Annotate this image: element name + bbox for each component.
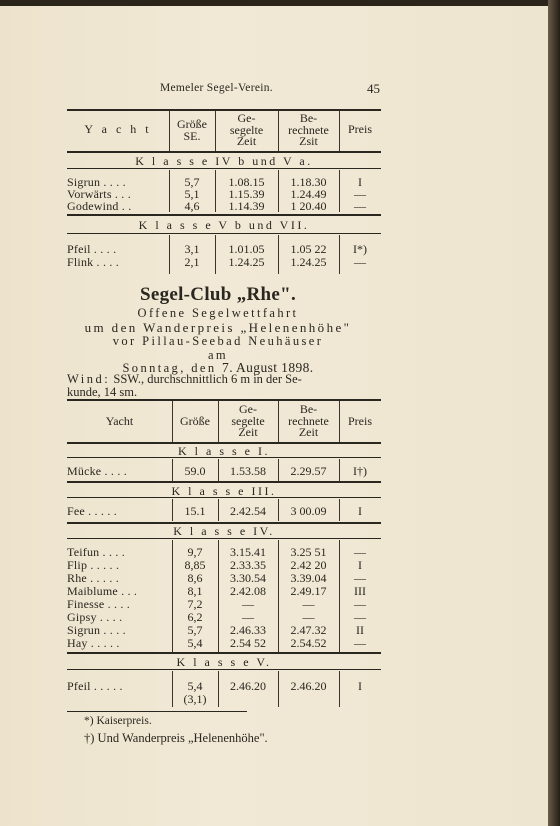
table2-header-computed: Be- rechnete Zeit xyxy=(288,402,329,439)
yacht-size: 5,4 xyxy=(187,636,203,650)
sailed-time: 3.15.41 xyxy=(230,545,266,559)
table1-header-prize: Preis xyxy=(348,122,372,136)
sailed-time: 2.54 52 xyxy=(230,636,266,650)
prize: III xyxy=(354,584,366,598)
yacht-size: 3,1 xyxy=(184,242,200,256)
table1-class-label: K l a s s e IV b und V a. xyxy=(135,154,313,168)
table1-class-rule xyxy=(67,233,381,234)
yacht-size: 2,1 xyxy=(184,255,200,269)
table2-class-label: K l a s s e V. xyxy=(176,655,272,669)
yacht-name: Fee . . . . . xyxy=(67,504,117,518)
sailed-time: 2.42.54 xyxy=(230,504,266,518)
sailed-time: 2.46.33 xyxy=(230,623,266,637)
race-prize-line: um den Wanderpreis „Helenenhöhe" xyxy=(84,320,352,335)
table2-header-sailed: Ge- segelte Zeit xyxy=(231,402,265,439)
table2-class-rule xyxy=(67,669,381,670)
yacht-size: 9,7 xyxy=(187,545,203,559)
table2-top-rule xyxy=(67,399,381,401)
wind-info: Wind: SSW., durchschnittlich 6 m in der Se- kunde, 14 sm. xyxy=(67,372,302,399)
prize: — xyxy=(354,610,366,624)
yacht-size-alt: (3,1) xyxy=(183,692,207,706)
sailed-time: 2.33.35 xyxy=(230,558,266,572)
yacht-size: 6,2 xyxy=(187,610,203,624)
yacht-name: Sigrun . . . . xyxy=(67,623,126,637)
prize: — xyxy=(354,636,366,650)
prize: — xyxy=(354,571,366,585)
prize: — xyxy=(354,545,366,559)
table2-header-size: Größe xyxy=(180,414,210,428)
computed-time: 1.05 22 xyxy=(290,242,327,256)
prize: I†) xyxy=(353,464,367,478)
computed-time: 1.24.25 xyxy=(290,255,327,269)
computed-time: 1.24.49 xyxy=(290,187,327,201)
computed-time: 2.46.20 xyxy=(290,679,327,693)
computed-time: 1 20.40 xyxy=(290,199,327,213)
prize: II xyxy=(356,623,364,637)
sailed-time: 1.53.58 xyxy=(230,464,266,478)
yacht-name: Vorwärts . . . xyxy=(67,187,131,201)
prize: — xyxy=(354,597,366,611)
table2-class-rule xyxy=(67,481,381,483)
table1-class-rule xyxy=(67,214,381,216)
computed-time: 3.39.04 xyxy=(290,571,327,585)
prize: — xyxy=(354,255,366,269)
prize: I xyxy=(358,679,362,693)
yacht-name: Pfeil . . . . xyxy=(67,242,117,256)
page-top-edge xyxy=(0,0,548,6)
sailed-time: — xyxy=(242,610,254,624)
prize: I xyxy=(358,504,362,518)
page-number: 45 xyxy=(367,81,380,96)
computed-time: — xyxy=(302,597,315,611)
table2-class-rule xyxy=(67,457,381,458)
table1-header-size: Größe SE. xyxy=(177,117,207,143)
sailed-time: 1.01.05 xyxy=(228,242,265,256)
yacht-name: Gipsy . . . . xyxy=(67,610,123,624)
yacht-name: Maiblume . . . xyxy=(67,584,138,598)
yacht-size: 59.0 xyxy=(184,464,206,478)
computed-time: 2.49.17 xyxy=(290,584,327,598)
computed-time: 3.25 51 xyxy=(290,545,327,559)
sailed-time: 1.15.39 xyxy=(228,187,265,201)
yacht-size: 8,85 xyxy=(184,558,206,572)
table1-header-computed: Be- rechnete Zsit xyxy=(288,111,329,148)
sailed-time: 3.30.54 xyxy=(230,571,266,585)
yacht-name: Pfeil . . . . . xyxy=(67,679,123,693)
computed-time: — xyxy=(302,610,315,624)
sailed-time: 1.08.15 xyxy=(228,175,265,189)
yacht-size: 5,7 xyxy=(184,175,200,189)
yacht-size: 5,4 xyxy=(187,679,203,693)
prize: I*) xyxy=(353,242,367,256)
prize: I xyxy=(358,175,362,189)
yacht-size: 15.1 xyxy=(184,504,206,518)
yacht-size: 8,1 xyxy=(187,584,203,598)
table2-class-label: K l a s s e IV. xyxy=(173,524,275,538)
yacht-name: Mücke . . . . xyxy=(67,464,127,478)
running-title: Memeler Segel-Verein. xyxy=(160,82,273,94)
race-location: vor Pillau-Seebad Neuhäuser xyxy=(112,334,324,348)
computed-time: 3 00.09 xyxy=(290,504,327,518)
table2-header-yacht: Yacht xyxy=(105,414,134,428)
yacht-name: Rhe . . . . . xyxy=(67,571,119,585)
sailed-time: 1.24.25 xyxy=(228,255,265,269)
footnote: †) Und Wanderpreis „Helenenhöhe". xyxy=(84,731,268,745)
yacht-name: Finesse . . . . xyxy=(67,597,130,611)
sailed-time: 2.46.20 xyxy=(230,679,266,693)
table1-header-rule xyxy=(67,151,381,153)
footnote: *) Kaiserpreis. xyxy=(84,715,152,727)
book-spine xyxy=(548,0,560,826)
table2-class-label: K l a s s e I. xyxy=(178,444,270,458)
yacht-name: Flink . . . . xyxy=(67,255,119,269)
yacht-size: 4,6 xyxy=(184,199,200,213)
prize: — xyxy=(354,187,366,201)
table2-class-rule xyxy=(67,538,381,539)
yacht-name: Teifun . . . . xyxy=(67,545,125,559)
yacht-size: 5,1 xyxy=(184,187,200,201)
yacht-name: Godewind . . xyxy=(67,199,132,213)
sailed-time: — xyxy=(242,597,254,611)
table1-header-yacht: Y a c h t xyxy=(84,122,152,136)
club-title: Segel-Club „Rhe". xyxy=(139,284,297,305)
table1-class-label: K l a s s e V b und VII. xyxy=(138,218,310,232)
yacht-size: 5,7 xyxy=(187,623,203,637)
yacht-size: 7,2 xyxy=(187,597,203,611)
prize: — xyxy=(354,199,366,213)
race-date-am: am xyxy=(207,348,229,362)
prize: I xyxy=(358,558,362,572)
table2-header-prize: Preis xyxy=(348,414,372,428)
computed-time: 2.54.52 xyxy=(290,636,327,650)
table2-class-rule xyxy=(67,652,381,654)
table1-top-rule xyxy=(67,109,381,111)
yacht-size: 8,6 xyxy=(187,571,203,585)
computed-time: 1.18.30 xyxy=(290,175,327,189)
table2-class-label: K l a s s e III. xyxy=(171,484,277,498)
footnote-rule xyxy=(67,711,247,712)
computed-time: 2.29.57 xyxy=(290,464,327,478)
table1-class-rule xyxy=(67,168,381,169)
sailed-time: 1.14.39 xyxy=(228,199,265,213)
computed-time: 2.47.32 xyxy=(290,623,327,637)
yacht-name: Hay . . . . . xyxy=(67,636,120,650)
computed-time: 2.42 20 xyxy=(290,558,327,572)
race-date: Sonntag, den 7. August 1898. xyxy=(122,360,314,375)
sailed-time: 2.42.08 xyxy=(230,584,266,598)
table2-class-rule xyxy=(67,497,381,498)
table1-header-sailed: Ge- segelte Zeit xyxy=(229,111,264,148)
yacht-name: Sigrun . . . . xyxy=(67,175,126,189)
race-title: Offene Segelwettfahrt xyxy=(137,306,299,320)
yacht-name: Flip . . . . . xyxy=(67,558,120,572)
